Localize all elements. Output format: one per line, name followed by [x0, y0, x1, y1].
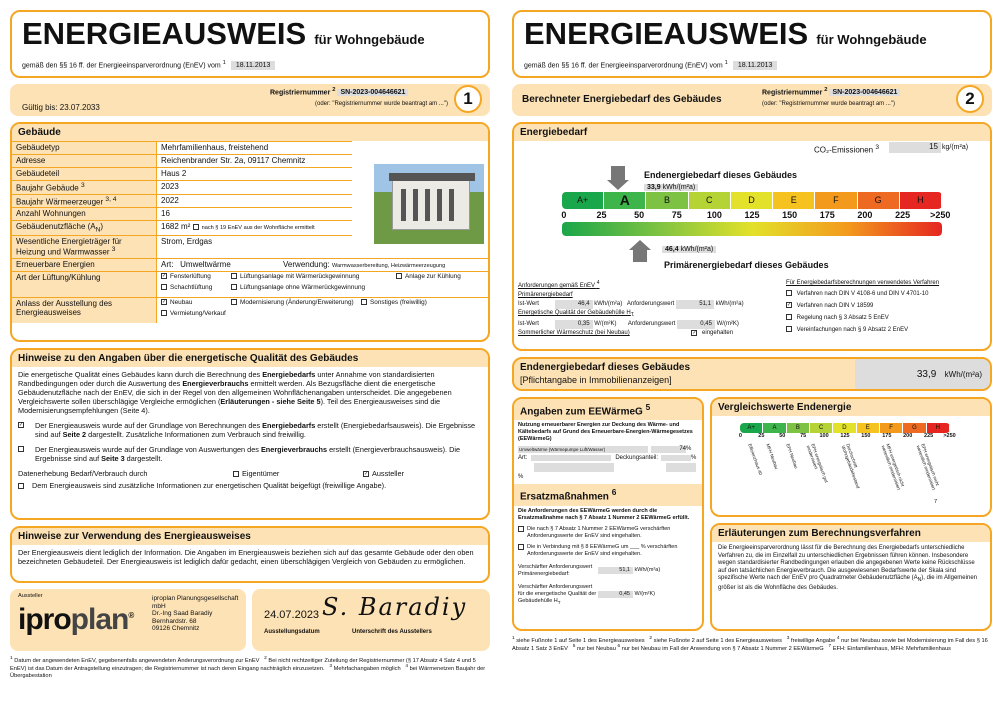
checkbox-checked[interactable]: ✓ [19, 422, 24, 428]
footnotes-p1: $^1$ Datum der angewendeten EnEV, gegebenenfalls angewendeten Änderungsverordnung zur EnEV $^2$ Bei nicht rechtzeitiger Zuteilung der Registriernummer (§ 17 Absatz 4 Satz 4 und 5 EnEV) ist das Datum der Antragstellung einzutragen; die Registriernummer ist nach deren Eingang nachträglich einzusetzen. $^3$ Mehrfachangaben möglich $^4$ bei Wärmenetzen Baujahr der Übergabestation [10, 656, 486, 679]
arrow-up-icon [629, 240, 651, 250]
doc-subtitle: für Wohngebäude [314, 32, 425, 47]
scale-class-0: A+ [562, 192, 604, 209]
building-row-label: Wesentliche Energieträger für Heizung und Warmwasser $^3$ [12, 236, 157, 258]
scale-class-7: G [903, 423, 926, 433]
checkbox[interactable] [161, 284, 167, 290]
doc-title: ENERGIEAUSWEIS [22, 16, 307, 51]
energy-demand-section: Energiebedarf CO₂-Emissionen $^3$ 15 kg/(m²a) Endenergiebedarf dieses Gebäudes 33,9 kWh/(m²a) A+ A B C D E F G H 0 25 50 75 100 125 150 175 200 225 >250 46,4 kWh/(m²a) Primärenergiebedarf dieses Gebäudes Anforderungen gemäß EnEV $^4$ Primärenergiebedarf Ist-Wert 46,4 kWh/(m²a) Anforderungswert 51,1 kWh/(m²a) Energetische Qualität der Gebäudehülle $H_T$ Ist-Wert 0,35 W/(m²K) Anforderungswert 0,45 W/(m²K) Sommerlicher Wärmeschutz (bei Neubau) ✓ eingehalten Für Energiebedarfsberechnungen verwendetes Verfahren Verfahren nach DIN V 4108-6 und DIN V 4701-10 ✓ Verfahren nach DIN V 18599 Regelung nach § 3 Absatz 5 EnEV Vereinfachungen nach § 9 Absatz 2 EnEV [512, 122, 992, 351]
checkbox[interactable] [361, 299, 367, 305]
checkbox[interactable] [786, 290, 792, 296]
checkbox[interactable] [231, 273, 237, 279]
page-number: 1 [454, 85, 482, 113]
scale-tick: 100 [706, 210, 722, 220]
building-row-value: 2022 [161, 195, 179, 205]
comparison-label: EFH Neubau [785, 443, 799, 470]
building-row-value: Reichenbrander Str. 2a, 09117 Chemnitz [161, 156, 306, 165]
building-section: Gebäude Gebäudetyp Mehrfamilienhaus, freistehend Adresse Reichenbrander Str. 2a, 09117 Chemnitz Gebäudeteil Haus 2 Baujahr Gebäude $^3$ 2023 Baujahr Wärmeerzeuger $^{3, 4}$ 2022 Anzahl Wohnungen 16 Gebäudenutzfläche $(A_N)$ 1682 m² nach § 19 EnEV aus der Wohnfläche ermittelt Wesentliche Energieträger für Heizung und Warmwasser $^3$ Strom, Erdgas Erneuerbare Energien Art: Umweltwärme Verwendung: Warmwasserbereitung, Heizwärmeerzeugung Art der Lüftung/Kühlung ✓ Fensterlüftung Lüftungsanlage mit Wärmerückgewinnung Anlage zur Kühlung Schachtlüftung Lüftungsanlage ohne Wärmerückgewinnung Anlass der Ausstellung des Energieausweises ✓ Neubau Modernisierung (Änderung/Erweiterung) Sonstiges (freiwillig) Vermietung/Verkauf [10, 122, 490, 342]
energy-demand-header: Energiebedarf [514, 124, 990, 141]
building-row [12, 235, 352, 258]
checkbox-checked[interactable]: ✓ [787, 302, 792, 309]
primary-energy-value: 46,4 [665, 246, 679, 253]
eew-section: Angaben zum EEWärmeG $^5$ Nutzung erneuerbarer Energien zur Deckung des Wärme- und Kältebedarfs auf Grund des Erneuerbare-Energien-Wärmegesetzes (EEWärmeG) Umweltwärme (Wärmepumpe Luft/Wasser) 74 % Art: Deckungsanteil: % % Ersatzmaßnahmen $^6$ Die Anforderungen des EEWärmeG werden durch die Ersatzmaßnahme nach § 7 Absatz 1 Nummer 2 EEWärmeG erfüllt. Die nach § 7 Absatz 1 Nummer 2 EEWärmeG verschärften Anforderungswerte der EnEV sind eingehalten. Die in Verbindung mit § 8 EEWärmeG um ___ % verschärften Anforderungswerte der EnEV sind eingehalten. Verschärfter Anforderungswert Primärenergiebedarf: 51,1 kWh/(m²a) Verschärfter Anforderungswert für die energetische Qualität der Gebäudehülle $H_T$ 0,45 W/(m²K) [512, 397, 704, 631]
co2-value: 15 [889, 142, 941, 153]
comparison-label: MFH Neubau [765, 443, 780, 470]
building-photo [374, 164, 484, 244]
scale-class-8: H [900, 192, 942, 209]
scale-tick: 150 [782, 210, 798, 220]
checkbox[interactable] [231, 284, 237, 290]
scale-tick: 50 [634, 210, 645, 220]
scale-tick: 125 [744, 210, 760, 220]
building-row-value: Haus 2 [161, 169, 187, 178]
usage-header: Hinweise zur Verwendung des Energieausweises [12, 528, 488, 545]
scale-class-4: D [833, 423, 856, 433]
comparison-label: MFH energetisch nicht wesentlich modernisiert [880, 443, 906, 491]
scale-class-6: F [880, 423, 903, 433]
checkbox[interactable] [233, 471, 239, 477]
hints-header: Hinweise zu den Angaben über die energetische Qualität des Gebäudes [12, 350, 488, 367]
usage-text: Der Energieausweis dient lediglich der Information. Die Angaben im Energieausweis beziehen sich auf das gesamte Gebäude oder den oben bezeichneten Gebäudeteil. Der Energieausweis ist lediglich dafür gedacht, einen überschlägigen Vergleich von Gebäuden zu ermöglichen. [18, 548, 474, 566]
building-row [12, 167, 352, 180]
building-row [12, 180, 352, 194]
scale-class-4: D [731, 192, 773, 209]
comparison-label: Effizienzhaus 40 [747, 443, 764, 476]
checkbox[interactable] [161, 310, 167, 316]
issuer-box: Aussteller iproplan® iproplan Planungsgesellschaft mbH Dr.-Ing Saad Baradiy Bernhardstr. 68 09126 Chemnitz [10, 589, 246, 651]
checkbox[interactable] [518, 526, 524, 532]
hints-section: Hinweise zu den Angaben über die energetische Qualität des Gebäudes Die energetische Qualität eines Gebäudes kann durch die Berechnung des Energiebedarfs unter Annahme von standardisierten Randbedingungen oder durch die Auswertung des Energieverbrauchs ermittelt werden. Als Bezugsfläche dient die energetische Gebäudenutzfläche nach der EnEV, die sich in der Regel von den allgemeinen Wohnflächenangaben unterscheidet. Die angegebenen Vergleichswerte sollen überschlägige Vergleiche ermöglichen (Erläuterungen - siehe Seite 5). Teil des Energieausweises sind die Modernisierungsempfehlungen (Seite 4). ✓ Der Energieausweis wurde auf der Grundlage von Berechnungen des Energiebedarfs erstellt (Energiebedarfsausweis). Die Ergebnisse sind auf Seite 2 dargestellt. Zusätzliche Informationen zum Verbrauch sind freiwillig. Der Energieausweis wurde auf der Grundlage von Auswertungen des Energieverbrauchs erstellt (Energieverbrauchsausweis). Die Ergebnisse sind auf Seite 3 dargestellt. Datenerhebung Bedarf/Verbrauch durch Eigentümer ✓ Aussteller Dem Energieausweis sind zusätzliche Informationen zur energetischen Qualität beigefügt (freiwillige Angabe). [10, 348, 490, 520]
comparison-section: Vergleichswerte Endenergie A+ A B C D E F G H 0 25 50 75 100 125 150 175 200 225 >250 Effizienzhaus 40 MFH Neubau EFH Neubau EFH energetisch gut modernisiert Durchschnitt Wohngebäudebestand MFH energetisch nicht wesentlich modernisiert EFH energetisch nicht wesentlich modernisiert 7 [710, 397, 992, 517]
final-energy-value: 33,9 [647, 184, 661, 191]
building-row-value: 16 [161, 209, 170, 219]
scale-tick: 50 [779, 433, 786, 439]
scale-tick: >250 [930, 210, 951, 220]
reg-band-p1: Registriernummer $^2$ SN-2023-004646621 (oder: "Registriernummer wurde beantragt am ...") Gültig bis: 23.07.2033 1 [10, 84, 490, 116]
scale-tick: 100 [819, 433, 829, 439]
arrow-up-icon [633, 250, 647, 262]
requirements: Anforderungen gemäß EnEV $^4$ Primärenergiebedarf Ist-Wert 46,4 kWh/(m²a) Anforderungswert 51,1 kWh/(m²a) Energetische Qualität der Gebäudehülle $H_T$ Ist-Wert 0,35 W/(m²K) Anforderungswert 0,45 W/(m²K) Sommerlicher Wärmeschutz (bei Neubau) ✓ eingehalten [518, 280, 744, 337]
scale-tick: 125 [840, 433, 850, 439]
scale-tick: 0 [738, 433, 742, 439]
building-row [12, 220, 352, 235]
checkbox[interactable] [18, 483, 24, 489]
renewable-use: Warmwasserbereitung, Heizwärmeerzeugung [331, 262, 446, 269]
checkbox-checked[interactable]: ✓ [364, 471, 369, 478]
page2-band-title: Berechneter Energiebedarf des Gebäudes [522, 94, 722, 105]
scale-tick: 75 [800, 433, 807, 439]
building-row [12, 154, 352, 167]
building-row-label: Gebäudeteil [12, 168, 157, 180]
scale-class-3: C [689, 192, 731, 209]
building-row [12, 141, 352, 154]
building-row-label: Baujahr Wärmeerzeuger $^{3, 4}$ [12, 195, 157, 208]
building-row-value: 2023 [161, 182, 179, 191]
building-row-value: 1682 m² nach § 19 EnEV aus der Wohnfläche ermittelt [161, 222, 315, 232]
building-header: Gebäude [12, 124, 488, 141]
iproplan-logo: iproplan® [18, 603, 134, 636]
checkbox[interactable] [396, 273, 402, 279]
explanation-header: Erläuterungen zum Berechnungsverfahren [712, 525, 990, 542]
building-row-label: Baujahr Gebäude $^3$ [12, 181, 157, 194]
building-row-label: Gebäudenutzfläche $(A_N)$ [12, 221, 157, 235]
scale-tick: >250 [943, 433, 956, 439]
scale-class-6: F [815, 192, 857, 209]
renewable-type: Umweltwärme [180, 259, 231, 269]
checkbox-checked[interactable]: ✓ [692, 329, 697, 336]
signature-box: 24.07.2023 S. Baradiy Ausstellungsdatum Unterschrift des Ausstellers [252, 589, 490, 651]
issue-date: 24.07.2023 [264, 609, 320, 621]
checkbox[interactable] [18, 446, 24, 452]
reg-band-p2: Berechneter Energiebedarf des Gebäudes Registriernummer $^2$ SN-2023-004646621 (oder: "Registriernummer wurde beantragt am ...") 2 [512, 84, 992, 116]
final-energy-label: Endenergiebedarf dieses Gebäudes [644, 170, 798, 180]
scale-tick: 200 [903, 433, 913, 439]
scale-tick: 175 [819, 210, 835, 220]
building-row [12, 207, 352, 220]
procedure-list: Für Energiebedarfsberechnungen verwendetes Verfahren Verfahren nach DIN V 4108-6 und DIN V 4701-10 ✓ Verfahren nach DIN V 18599 Regelung nach § 3 Absatz 5 EnEV Vereinfachungen nach § 9 Absatz 2 EnEV [786, 280, 940, 333]
reg-number: SN-2023-004646621 [337, 89, 408, 96]
comparison-label: Durchschnitt Wohngebäudebestand [840, 443, 861, 489]
scale-tick: 225 [924, 433, 934, 439]
arrow-down-icon [611, 166, 625, 180]
scale-class-3: C [810, 423, 833, 433]
checkbox-checked[interactable]: ✓ [162, 298, 167, 305]
scale-tick: 0 [561, 210, 567, 220]
building-row-value: Mehrfamilienhaus, freistehend [161, 143, 269, 152]
checkbox[interactable] [193, 224, 199, 230]
final-energy-section: Endenergiebedarf dieses Gebäudes [Pflichtangabe in Immobilienanzeigen] 33,9 kWh/(m²a) [512, 357, 992, 391]
scale-tick: 175 [882, 433, 892, 439]
checkbox[interactable] [786, 314, 792, 320]
scale-class-8: H [927, 423, 950, 433]
scale-class-1: A [763, 423, 786, 433]
renewable-label: Erneuerbare Energien [12, 259, 157, 271]
footnotes-p2: $^1$ siehe Fußnote 1 auf Seite 1 des Energieausweises $^2$ siehe Fußnote 2 auf Seite 1 des Energieausweises $^3$ freiwillige Angabe $^4$ nur bei Neubau sowie bei Modernisierung im Fall des § 16 Absatz 1 Satz 3 EnEV $^5$ nur bei Neubau $^6$ nur bei Neubau im Fall der Anwendung von § 7 Absatz 1 Nummer 2 EEWärmeG $^7$ EFH: Einfamilienhaus, MFH: Mehrfamilienhaus [512, 636, 988, 653]
building-row-value: Strom, Erdgas [161, 236, 213, 246]
checkbox[interactable] [786, 326, 792, 332]
building-row-label: Anzahl Wohnungen [12, 208, 157, 220]
scale-tick: 25 [596, 210, 607, 220]
page-2 [512, 10, 992, 653]
comparison-header: Vergleichswerte Endenergie [712, 399, 990, 416]
scale-tick: 225 [895, 210, 911, 220]
building-row-label: Gebäudetyp [12, 142, 157, 154]
scale-class-2: B [646, 192, 688, 209]
building-row-label: Adresse [12, 155, 157, 167]
arrow-down-icon [607, 180, 629, 190]
scale-class-0: A+ [740, 423, 763, 433]
legal-text: gemäß den §§ 16 ff. der Energieeinsparverordnung (EnEV) vom [22, 62, 221, 70]
valid-until: Gültig bis: 23.07.2033 [22, 103, 100, 112]
reg-label: Registriernummer [270, 89, 331, 97]
reason-label: Anlass der Ausstellung des Energieausweises [12, 298, 157, 323]
building-row [12, 194, 352, 208]
comparison-label: EFH energetisch gut modernisiert [805, 443, 830, 484]
scale-tick: 75 [671, 210, 682, 220]
scale-class-5: E [857, 423, 880, 433]
usage-section [10, 526, 490, 583]
ventilation-label: Art der Lüftung/Kühlung [12, 272, 157, 297]
header-p1: ENERGIEAUSWEIS für Wohngebäude gemäß den §§ 16 ff. der Energieeinsparverordnung (EnEV) vom $^1$ 18.11.2013 [10, 10, 490, 78]
enev-date: 18.11.2013 [231, 61, 276, 70]
checkbox[interactable] [231, 299, 237, 305]
header-p2: ENERGIEAUSWEIS für Wohngebäude gemäß den §§ 16 ff. der Energieeinsparverordnung (EnEV) vom $^1$ 18.11.2013 [512, 10, 992, 78]
signature: S. Baradiy [322, 593, 468, 621]
scale-tick: 200 [857, 210, 873, 220]
final-energy-total: 33,9 [916, 369, 937, 380]
energy-scale [561, 192, 951, 236]
scale-tick: 25 [758, 433, 765, 439]
checkbox[interactable] [518, 544, 524, 550]
checkbox-checked[interactable]: ✓ [162, 272, 167, 279]
reg-note: (oder: "Registriernummer wurde beantragt am ...") [315, 101, 448, 107]
page-1 [10, 10, 490, 680]
scale-class-7: G [858, 192, 900, 209]
scale-class-2: B [787, 423, 810, 433]
scale-class-1: A [604, 192, 646, 209]
comparison-label: EFH energetisch nicht wesentlich modernisiert [915, 443, 941, 491]
scale-class-5: E [773, 192, 815, 209]
scale-tick: 150 [861, 433, 871, 439]
explanation-section: Erläuterungen zum Berechnungsverfahren Die Energieeinsparverordnung lässt für die Berechnung des Energiebedarfs unterschiedliche Verfahren zu, die im Einzelfall zu unterschiedlichen Ergebnissen führen können. Insbesondere wegen standardisierter Randbedingungen erlauben die angegebenen Werte keine Rückschlüsse auf den tatsächlichen Energieverbrauch. Die ausgewiesenen Bedarfswerte der Skala sind spezifische Werte nach der EnEV pro Quadratmeter Gebäudenutzfläche $(A_N)$, die im Allgemeinen größer ist als die Wohnfläche des Gebäudes. [710, 523, 992, 631]
primary-energy-label: Primärenergiebedarf dieses Gebäudes [664, 260, 829, 270]
